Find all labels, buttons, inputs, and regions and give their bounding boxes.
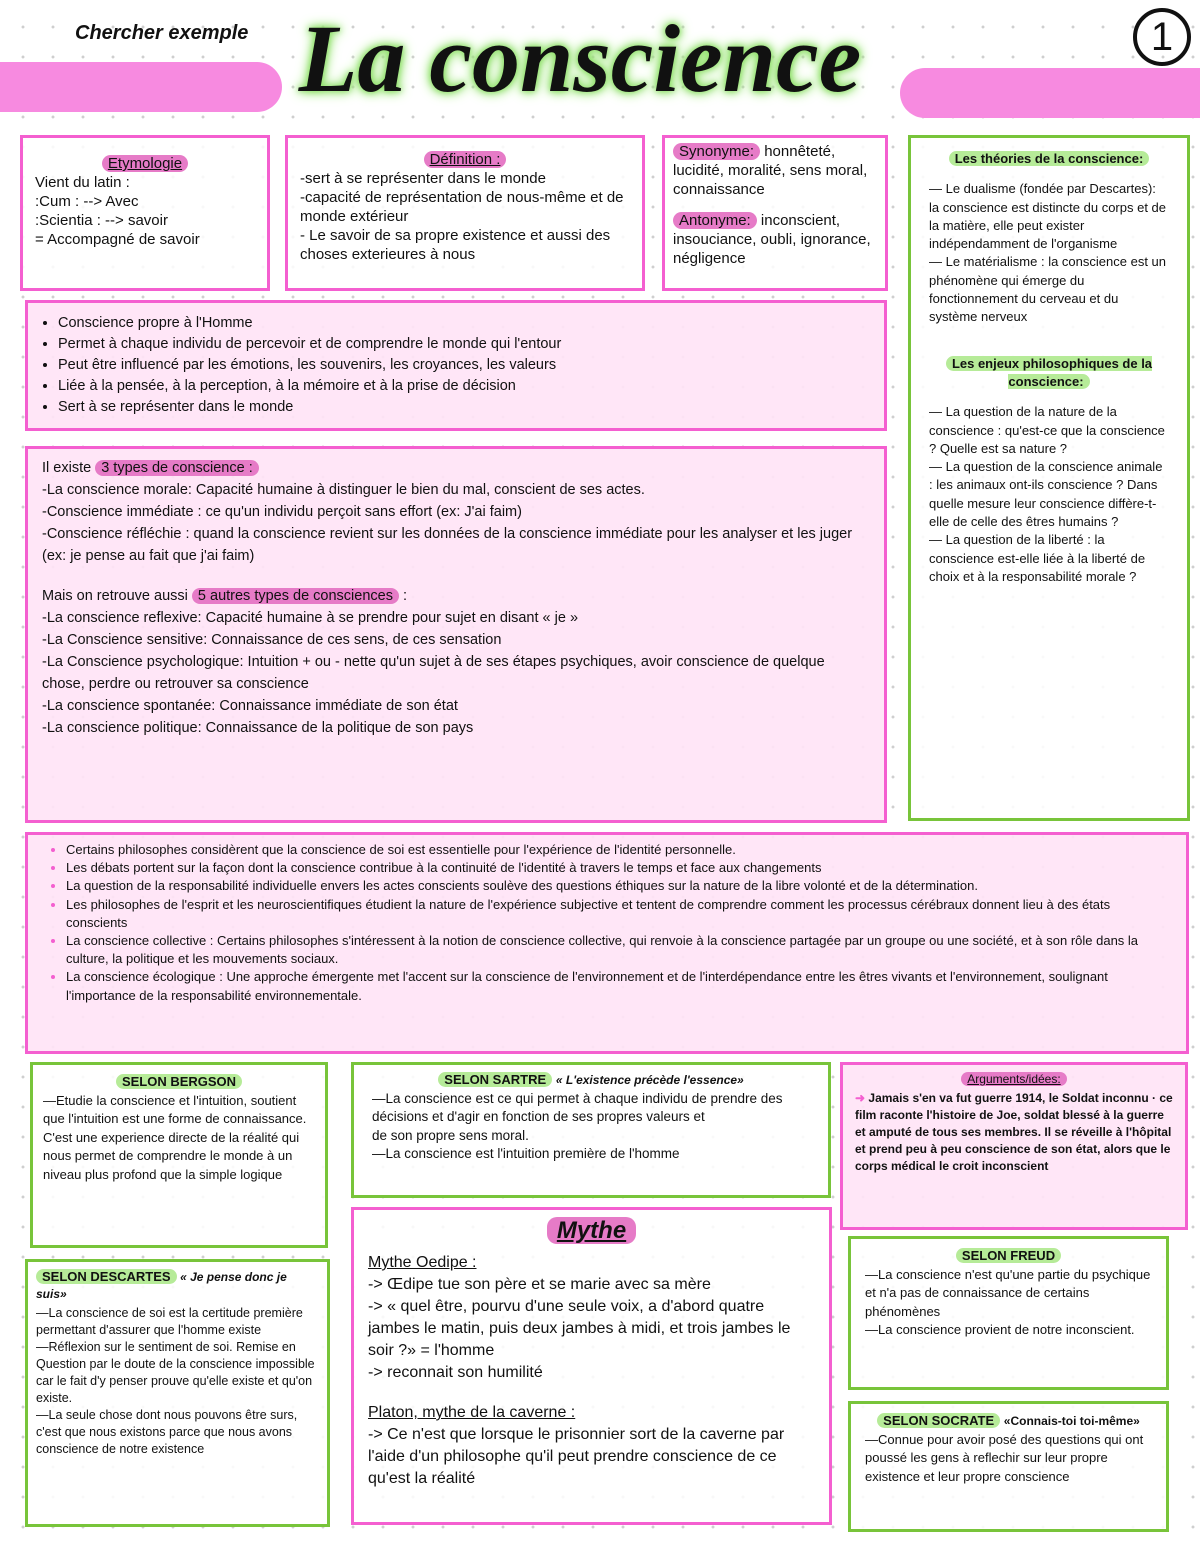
theories-title: Les théories de la conscience: <box>949 151 1150 166</box>
socrate-text: —Connue pour avoir posé des questions qui ont poussé les gens à reflechir sur leur propre existence et leur propre conscience <box>865 1431 1144 1484</box>
enjeu-point: • La conscience écologique : Une approche émergente met l'accent sur la conscience de l'environnement et de l'interdépendance entre les êtres vivants et l'environnement, soulignant l'importance de la responsabilité environnementale. <box>66 968 1170 1004</box>
etymologie-box <box>20 135 270 291</box>
oedipe-line: -> Œdipe tue son père et se marie avec sa mère <box>368 1276 711 1293</box>
antonyme-text: inconscient, insouciance, oubli, ignorance, négligence <box>673 212 871 267</box>
types-intro2: Mais on retrouve aussi <box>42 588 188 604</box>
socrate-quote: «Connais-toi toi-même» <box>1003 1414 1140 1428</box>
etymologie-title: Etymologie <box>102 155 188 172</box>
enjeu-point: • Les débats portent sur la façon dont la conscience contribue à la continuité de l'identité à travers le temps et face aux changements <box>66 859 1170 877</box>
platon-title: Platon, mythe de la caverne : <box>368 1404 576 1421</box>
enjeu-point: • La conscience collective : Certains philosophes s'intéressent à la notion de conscience collective, qui renvoie à la conscience partagée par un groupe ou une société, et à son rôle dans la culture, la politique et les mouvements sociaux. <box>66 932 1170 968</box>
sartre-box <box>351 1062 831 1198</box>
enjeux-text: — La question de la nature de la conscience : qu'est-ce que la conscience ? Quelle est sa nature ? — La question de la conscience animale : les animaux ont-ils conscience ? Dans quelle mesure leur conscience diffère-t-elle de celle des êtres humains ? — La question de la liberté : la conscience est-elle liée à la liberté de choix et à la responsabilité morale ? <box>929 404 1165 584</box>
socrate-box <box>848 1401 1169 1532</box>
type-item: -La conscience reflexive: Capacité humaine à se prendre pour sujet en disant « je » <box>42 610 579 626</box>
sartre-title: SELON SARTRE <box>438 1072 552 1087</box>
etymologie-line: :Scientia : --> savoir <box>35 212 168 229</box>
types-intro: Il existe <box>42 460 92 476</box>
definitions-row <box>20 135 888 291</box>
caracteristiques-box <box>25 300 887 431</box>
theories-box <box>908 135 1190 821</box>
caracteristique-item: • Sert à se représenter dans le monde <box>58 397 870 418</box>
pink-banner-right <box>900 68 1200 118</box>
arguments-box <box>840 1062 1188 1230</box>
upper-left <box>20 135 888 823</box>
mythe-box <box>351 1207 832 1525</box>
definition-line: - Le savoir de sa propre existence et aussi des choses exterieures à nous <box>300 227 611 263</box>
upper-section <box>20 135 1190 823</box>
types-intro2-highlight: 5 autres types de consciences <box>192 588 399 604</box>
etymologie-line: = Accompagné de savoir <box>35 231 200 248</box>
type-item: -La conscience politique: Connaissance de la politique de son pays <box>42 720 474 736</box>
types-intro2-end: : <box>403 588 408 604</box>
freud-title: SELON FREUD <box>956 1248 1061 1263</box>
oedipe-title: Mythe Oedipe : <box>368 1254 477 1271</box>
descartes-title: SELON DESCARTES <box>36 1269 177 1284</box>
definition-line: -sert à se représenter dans le monde <box>300 170 546 187</box>
freud-text: —La conscience n'est qu'une partie du psychique et n'a pas de connaissance de certains phénomènes —La conscience provient de notre inconscient. <box>865 1266 1151 1337</box>
antonyme-label: Antonyme: <box>673 212 757 229</box>
type-item: -La conscience spontanée: Connaissance immédiate de son état <box>42 698 458 714</box>
type-item: -Conscience réfléchie : quand la conscience revient sur les données de la conscience immédiate pour les analyser et les juger (ex: je pense au fait que j'ai faim) <box>42 526 853 564</box>
caracteristique-item: • Liée à la pensée, à la perception, à la mémoire et à la prise de décision <box>58 376 870 397</box>
synonyme-label: Synonyme: <box>673 143 760 160</box>
page-title: La conscience <box>298 5 862 112</box>
platon-line: -> Ce n'est que lorsque le prisonnier sort de la caverne par l'aide d'un philosophe qu'il peut prendre conscience de ce qu'est la réalité <box>368 1426 785 1487</box>
lower-col-2 <box>351 1062 832 1525</box>
etymologie-line: :Cum : --> Avec <box>35 193 139 210</box>
definition-title: Définition : <box>424 151 507 168</box>
definition-box <box>285 135 645 291</box>
enjeux-title: Les enjeux philosophiques de la conscience: <box>946 356 1152 389</box>
type-item: -La Conscience psychologique: Intuition + ou - nette qu'un sujet à de ses étapes psychiques, avoir conscience de quelque chose, perdre ou retrouver sa conscience <box>42 654 825 692</box>
oedipe-line: -> « quel être, pourvu d'une seule voix, a d'abord quatre jambes le matin, puis deux jambes à midi, et trois jambes le soir ?» = l'homme <box>368 1298 791 1359</box>
sartre-text: —La conscience est ce qui permet à chaque individu de prendre des décisions et d'agir en fonction de ses propres valeurs et de son propre sens moral. —La conscience est l'intuition première de l'homme <box>372 1090 783 1161</box>
bergson-title: SELON BERGSON <box>116 1074 242 1089</box>
types-box <box>25 446 887 823</box>
type-item: -Conscience immédiate : ce qu'un individu perçoit sans effort (ex: J'ai faim) <box>42 504 522 520</box>
caracteristique-item: • Peut être influencé par les émotions, les souvenirs, les croyances, les valeurs <box>58 355 870 376</box>
lower-col-1 <box>20 1062 330 1527</box>
oedipe-line: -> reconnait son humilité <box>368 1364 543 1381</box>
theories-text: — Le dualisme (fondée par Descartes): la conscience est distincte du corps et de la matière, elle peut exister indépendamment de l'organisme — Le matérialisme : la conscience est un phénomène qui émerge du fonctionnement du cerveau et du système nerveux <box>929 181 1167 325</box>
types-intro-highlight: 3 types de conscience : <box>95 460 259 476</box>
descartes-quote: « Je pense donc je suis» <box>36 1270 287 1301</box>
arrow-icon: ➜ <box>855 1091 866 1105</box>
bergson-box <box>30 1062 328 1248</box>
type-item: -La Conscience sensitive: Connaissance de ces sens, de ces sensation <box>42 632 502 648</box>
page-content <box>20 135 1190 1532</box>
caracteristique-item: • Conscience propre à l'Homme <box>58 313 870 334</box>
type-item: -La conscience morale: Capacité humaine à distinguer le bien du mal, conscient de ses actes. <box>42 482 645 498</box>
mythe-title: Mythe <box>547 1217 636 1244</box>
synonyme-box <box>662 135 888 291</box>
enjeu-point: • La question de la responsabilité individuelle envers les actes conscients soulève des questions éthiques sur la nature de la libre volonté et de la détermination. <box>66 877 1170 895</box>
descartes-box <box>25 1259 330 1527</box>
sartre-quote: « L'existence précède l'essence» <box>555 1073 744 1087</box>
definition-line: -capacité de représentation de nous-même et de monde extérieur <box>300 189 624 225</box>
arguments-title: Arguments/idées: <box>961 1072 1066 1086</box>
caracteristique-item: • Permet à chaque individu de percevoir et de comprendre le monde qui l'entour <box>58 334 870 355</box>
descartes-text: —La conscience de soi est la certitude première permettant d'assurer que l'homme existe —Réflexion sur le sentiment de soi. Remise en Question par le doute de la conscience impossible car le fait d'y penser prouve qu'elle existe et qu'on existe. —La seule chose dont nous pouvons être surs, c'est que nous existons parce que nous avons conscience de notre existence <box>36 1306 315 1456</box>
lower-section <box>20 1062 1190 1532</box>
page-number: 1 <box>1150 15 1174 59</box>
subtitle: Chercher exemple <box>75 22 249 44</box>
bergson-text: —Etudie la conscience et l'intuition, soutient que l'intuition est une forme de connaissance. C'est une experience directe de la réalité qui nous permet de comprendre le monde à un niveau plus profond que la simple logique <box>43 1092 307 1182</box>
freud-box <box>848 1236 1169 1390</box>
enjeux-points-box <box>25 832 1189 1054</box>
arguments-text: Jamais s'en va fut guerre 1914, le Soldat inconnu · ce film raconte l'histoire de Joe, soldat blessé à la guerre et amputé de tous ses membres. Il se réveille à l'hôpital et prend peu à peu conscience de son état, alors que le corps médical le croit inconscient <box>855 1091 1173 1173</box>
page-number-badge <box>1133 8 1191 66</box>
enjeu-point: • Certains philosophes considèrent que la conscience de soi est essentielle pour l'expérience de l'identité personnelle. <box>66 841 1170 859</box>
enjeu-point: • Les philosophes de l'esprit et les neuroscientifiques étudient la nature de l'expérience subjective et tentent de comprendre comment les processus cérébraux donnent lieu à des états conscients <box>66 896 1170 932</box>
lower-col-3 <box>840 1062 1190 1532</box>
socrate-title: SELON SOCRATE <box>877 1413 1000 1428</box>
etymologie-line: Vient du latin : <box>35 174 130 191</box>
synonyme-text: honnêteté, lucidité, moralité, sens moral, connaissance <box>673 143 868 198</box>
pink-banner-left <box>0 62 282 112</box>
